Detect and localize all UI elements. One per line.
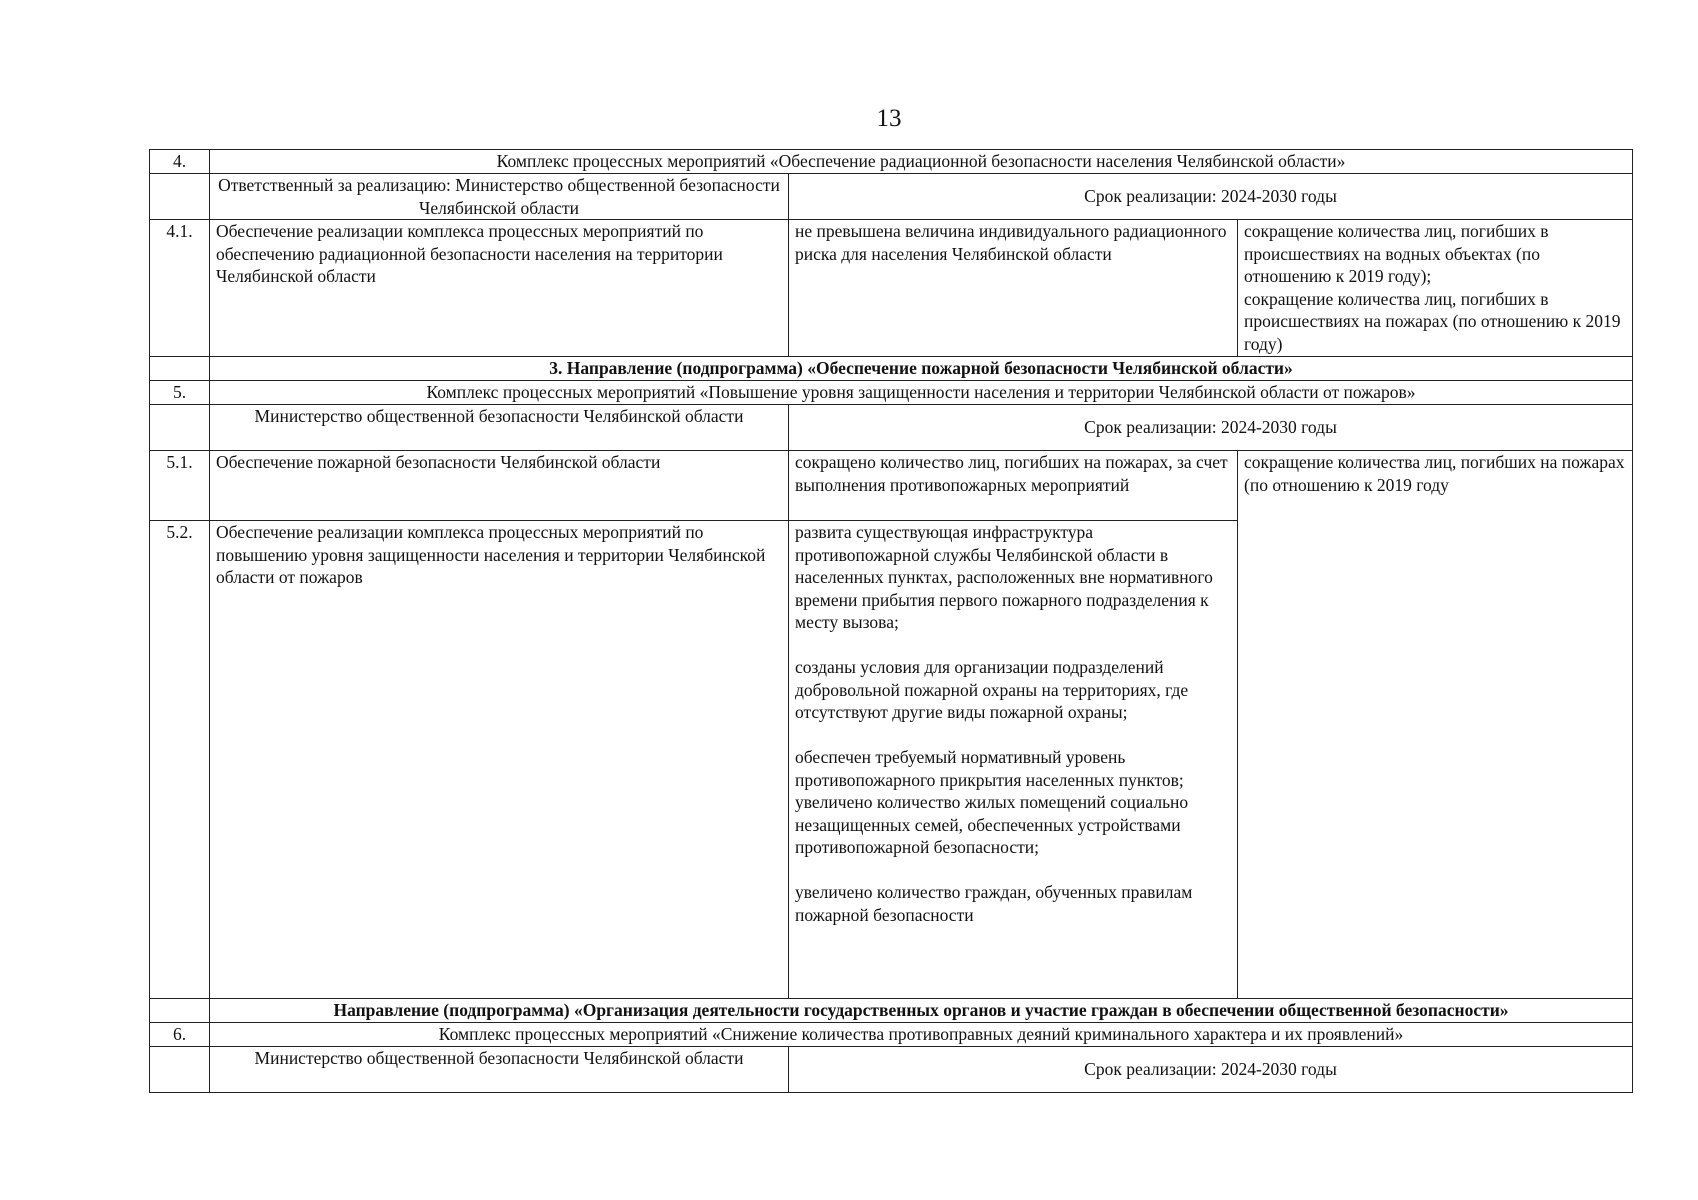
responsible-cell: Министерство общественной безопасности Челябинской области <box>210 1046 789 1092</box>
effect-item: созданы условия для организации подразделений добровольной пожарной охраны на территориях, где отсутствуют другие виды пожарной охраны; <box>795 657 1189 722</box>
table-row <box>150 220 1633 357</box>
indicator-cell: сокращение количества лиц, погибших на пожарах (по отношению к 2019 году <box>1238 451 1633 999</box>
effect-item: увеличено количество граждан, обученных правилам пожарной безопасности <box>795 882 1193 925</box>
plan-table <box>149 149 1633 1093</box>
empty-cell <box>150 174 210 220</box>
row-number: 4.1. <box>150 220 210 357</box>
table-row <box>150 150 1633 174</box>
effect-item: развита существующая инфраструктура противопожарной службы Челябинской области в населенных пунктах, расположенных вне нормативного времени прибытия первого пожарного подразделения к месту вызова; <box>795 522 1213 632</box>
row-number: 5.1. <box>150 451 210 521</box>
empty-cell <box>150 357 210 381</box>
responsible-cell: Ответственный за реализацию: Министерство общественной безопасности Челябинской области <box>210 174 789 220</box>
task-cell: Обеспечение пожарной безопасности Челябинской области <box>210 451 789 521</box>
row-number: 5. <box>150 381 210 405</box>
indicator-cell <box>1238 220 1633 357</box>
complex-title: Комплекс процессных мероприятий «Обеспечение радиационной безопасности населения Челябинской области» <box>210 150 1633 174</box>
task-cell: Обеспечение реализации комплекса процессных мероприятий по обеспечению радиационной безопасности населения на территории Челябинской области <box>210 220 789 357</box>
effect-cell: сокращено количество лиц, погибших на пожарах, за счет выполнения противопожарных мероприятий <box>789 451 1238 521</box>
table-row <box>150 381 1633 405</box>
indicator-item: сокращение количества лиц, погибших в происшествиях на пожарах (по отношению к 2019 году) <box>1244 288 1621 354</box>
table-row <box>150 174 1633 220</box>
table-row <box>150 1023 1633 1047</box>
complex-title: Комплекс процессных мероприятий «Повышение уровня защищенности населения и территории Челябинской области от пожаров» <box>210 381 1633 405</box>
row-number: 4. <box>150 150 210 174</box>
table-row <box>150 999 1633 1023</box>
row-number: 5.2. <box>150 521 210 999</box>
direction-title: 3. Направление (подпрограмма) «Обеспечение пожарной безопасности Челябинской области» <box>210 357 1633 381</box>
empty-cell <box>150 999 210 1023</box>
period-cell: Срок реализации: 2024-2030 годы <box>789 174 1633 220</box>
table-row <box>150 1046 1633 1092</box>
effect-cell: не превышена величина индивидуального радиационного риска для населения Челябинской области <box>789 220 1238 357</box>
complex-title: Комплекс процессных мероприятий «Снижение количества противоправных деяний криминального характера и их проявлений» <box>210 1023 1633 1047</box>
direction-title: Направление (подпрограмма) «Организация деятельности государственных органов и участие граждан в обеспечении общественной безопасности» <box>210 999 1633 1023</box>
row-number: 6. <box>150 1023 210 1047</box>
page-number: 13 <box>876 105 902 132</box>
effect-item: обеспечен требуемый нормативный уровень противопожарного прикрытия населенных пунктов; <box>795 747 1184 790</box>
table-row <box>150 405 1633 451</box>
task-cell: Обеспечение реализации комплекса процессных мероприятий по повышению уровня защищенности населения и территории Челябинской области от пожаров <box>210 521 789 999</box>
table-row <box>150 357 1633 381</box>
effect-cell <box>789 521 1238 999</box>
effect-item: увеличено количество жилых помещений социально незащищенных семей, обеспеченных устройствами противопожарной безопасности; <box>795 792 1189 857</box>
period-cell: Срок реализации: 2024-2030 годы <box>789 1046 1633 1092</box>
indicator-item: сокращение количества лиц, погибших в происшествиях на водных объектах (по отношению к 2019 году); <box>1244 221 1549 286</box>
period-cell: Срок реализации: 2024-2030 годы <box>789 405 1633 451</box>
table-row <box>150 451 1633 521</box>
empty-cell <box>150 1046 210 1092</box>
empty-cell <box>150 405 210 451</box>
responsible-cell: Министерство общественной безопасности Челябинской области <box>210 405 789 451</box>
